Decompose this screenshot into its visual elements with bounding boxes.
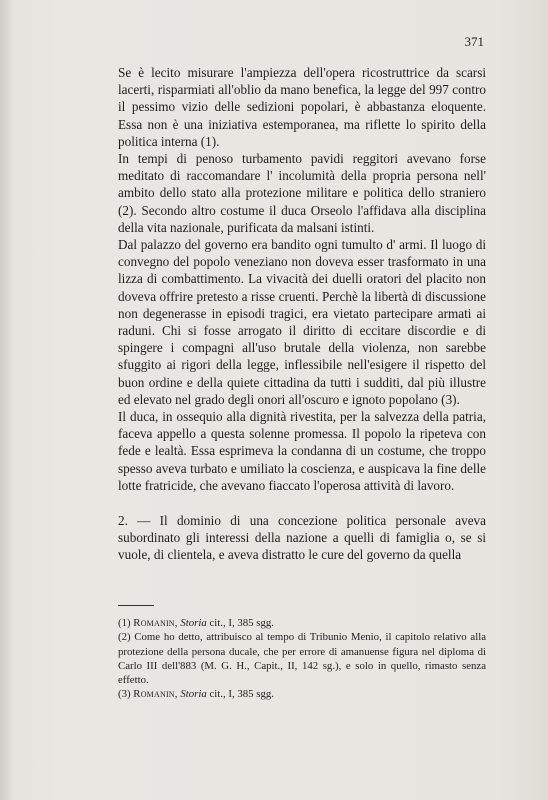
footnote-work: Storia bbox=[180, 617, 207, 629]
paragraph-1: Se è lecito misurare l'ampiezza dell'opera ricostruttrice da scarsi lacerti, risparmiati all'oblio da mano benefica, la legge del 997 contro il pessimo vizio delle sedizioni popolari, è abbastanza eloquente. Essa non è una iniziativa estemporanea, ma riflette lo spirito della politica interna (1). bbox=[118, 65, 486, 149]
footnote-1 bbox=[118, 616, 486, 630]
paragraph-3: Dal palazzo del governo era bandito ogni tumulto d' armi. Il luogo di convegno del popolo veneziano non doveva esser trasformato in una lizza di combattimento. La vivacità dei duelli oratori del placito non doveva offrire pretesto a risse cruenti. Perchè la libertà di discussione non degenerasse in episodi tragici, era vietato partecipare armati ai raduni. Chi si fosse arrogato il diritto di eccitare discordie e di spingere i compagni all'uso brutale della violenza, non sarebbe sfuggito ai rigori della legge, inflessibile nell'esigere il rispetto del buon ordine e della quiete cittadina da tutti i sudditi, dal più illustre ed elevato nel grado degli onori all'oscuro e ignoto popolano (3). bbox=[118, 237, 486, 407]
footnote-2 bbox=[118, 630, 486, 687]
footnote-text: cit., I, 385 sgg. bbox=[209, 688, 274, 701]
footnote-text: Come ho detto, attribuisco al tempo di Tribunio Menio, il capitolo relativo alla protezione della persona ducale, che per errore di amanuense figura nel diploma di Carlo III dell'883 (M. G. H., Capit., II, 142 sg.), e solo in quello, rimasto senza effetto. bbox=[118, 631, 486, 687]
paragraph-2: In tempi di penoso turbamento pavidi reggitori avevano forse meditato di raccomandare l' incolumità della propria persona nell' ambito dello stato alla protezione militare e politica dello straniero (2). Secondo altro costume il duca Orseolo l'affidava alla disciplina della vita nazionale, purificata da malsani istinti. bbox=[118, 151, 486, 235]
footnotes bbox=[118, 616, 486, 702]
footnote-separator bbox=[118, 605, 154, 606]
main-text bbox=[118, 64, 486, 564]
footnote-marker: (3) bbox=[118, 688, 131, 701]
footnote-author: Romanin, bbox=[133, 617, 178, 629]
section-2-paragraph: 2. — Il dominio di una concezione politica personale aveva subordinato gli interessi della nazione a quelli di famiglia o, se si vuole, di clientela, e aveva distratto le cure del governo da quella bbox=[118, 513, 486, 563]
footnote-marker: (1) bbox=[118, 617, 131, 629]
footnote-3 bbox=[118, 687, 486, 701]
footnote-marker: (2) bbox=[118, 631, 131, 644]
paragraph-4: Il duca, in ossequio alla dignità rivestita, per la salvezza della patria, faceva appello a questa solenne promessa. Il popolo la ripeteva con fede e lealtà. Essa esprimeva la condanna di un costume, che troppo spesso aveva turbato e umiliato la coscienza, e auspicava la fine delle lotte fratricide, che avevano fiaccato l'operosa attività di lavoro. bbox=[118, 409, 486, 493]
page-number: 371 bbox=[464, 34, 484, 49]
footnote-text: cit., I, 385 sgg. bbox=[209, 617, 274, 629]
footnote-author: Romanin, bbox=[133, 688, 178, 701]
footnote-work: Storia bbox=[180, 688, 207, 701]
